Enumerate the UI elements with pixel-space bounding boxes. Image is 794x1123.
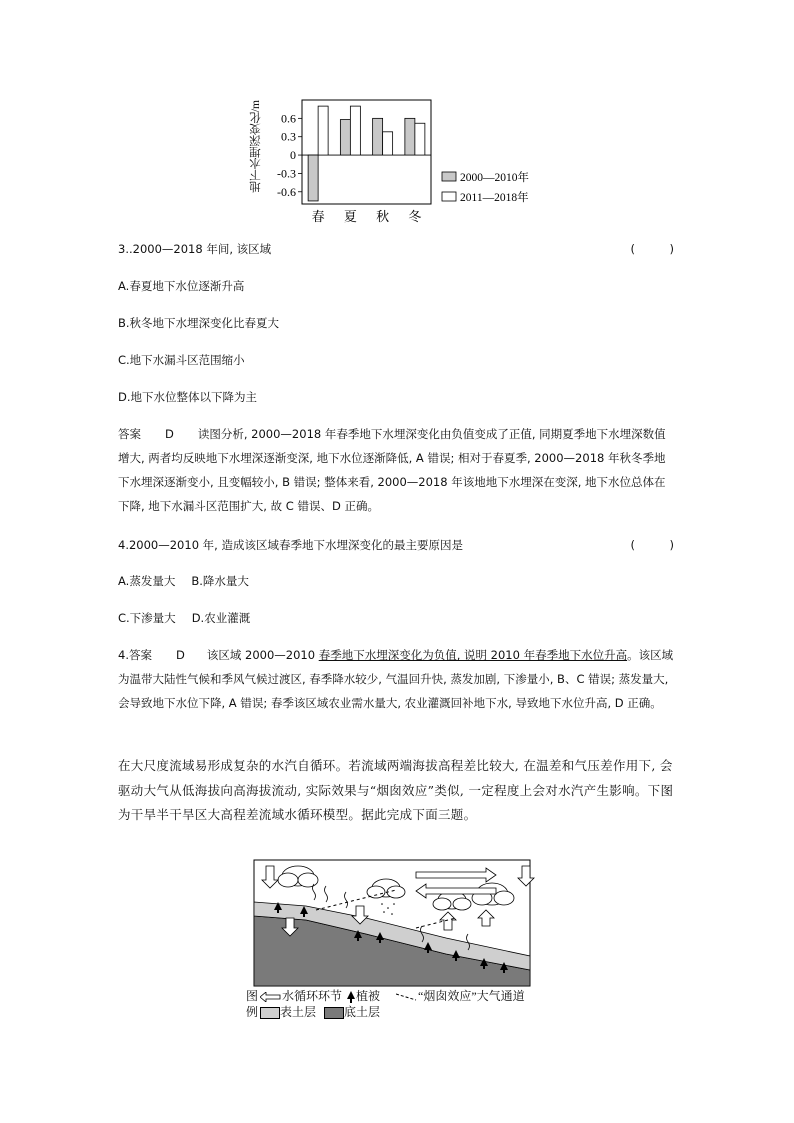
chart-plot	[250, 92, 550, 224]
y-tick-label: -0.3	[277, 166, 296, 181]
bar-2000-2010	[308, 155, 318, 201]
legend-vegetation-label: 植被	[356, 989, 381, 1003]
q4-options-ab	[118, 573, 249, 589]
bar-2011-2018	[383, 132, 393, 155]
legend-label: 2000—2010年	[460, 172, 529, 184]
subsoil-swatch-icon	[324, 1007, 344, 1019]
chart-ylabel: 地下水埋深变化/m	[250, 100, 262, 193]
legend-chimney	[396, 988, 525, 1004]
bar-2000-2010	[373, 118, 383, 155]
topsoil-swatch-icon	[260, 1007, 280, 1019]
legend-topsoil	[260, 1004, 316, 1020]
hollow-arrow-icon	[260, 992, 282, 1002]
q4-answer-post: 。该区域为温带大陆性气候和季风气候过渡区, 春季降水较少, 气温回升快, 蒸发加剧, 下渗量小, B、C 错误; 蒸发量大, 会导致地下水位下降, A 错误; 春季该区域农业需水量大, 农业灌溉回补地下水, 导致地下水位升高, D 正确。	[118, 648, 674, 710]
q3-option-b: B.秋冬地下水埋深变化比春夏大	[118, 316, 280, 330]
q3-option-c: C.地下水漏斗区范围缩小	[118, 353, 245, 367]
q3-option-a: A.春夏地下水位逐渐升高	[118, 279, 245, 293]
bar-2011-2018	[415, 123, 425, 155]
q4-answer-letter: D	[175, 648, 185, 662]
q4-option-b: B.降水量大	[191, 574, 249, 588]
legend-title-bottom: 例	[246, 1005, 259, 1019]
x-category-label: 春	[311, 209, 325, 224]
legend-title-top: 图	[246, 989, 259, 1003]
q3-answer-letter: D	[165, 427, 174, 441]
q4-answer-underlined: 春季地下水埋深变化为负值, 说明 2010 年春季地下水位升高	[318, 648, 628, 662]
q4-answer-pre: 该区域 2000—2010	[206, 648, 319, 662]
bar-2011-2018	[318, 106, 328, 155]
q3-answer-paren: ( )	[630, 242, 674, 256]
q3-option-d: D.地下水位整体以下降为主	[118, 390, 258, 404]
legend-swatch	[442, 172, 456, 181]
q4-options-cd	[118, 610, 250, 626]
q4-option-c: C.下渗量大	[118, 611, 176, 625]
reading-passage: 在大尺度流域易形成复杂的水汽自循环。若流域两端海拔高程差比较大, 在温差和气压差作用下, 会驱动大气从低海拔向高海拔流动, 实际效果与“烟囱效应”类似, 一定程度上会对水汽产生影响。下图为干旱半干旱区大高程差流域水循环模型。据此完成下面三题。	[118, 758, 674, 822]
legend-chimney-label: “烟囱效应”大气通道	[418, 989, 525, 1003]
legend-water-cycle	[260, 988, 342, 1004]
y-tick-label: 0.3	[281, 129, 296, 144]
legend-subsoil-label: 底土层	[344, 1005, 381, 1019]
diagram-legend	[246, 988, 556, 1022]
q4-option-a: A.蒸发量大	[118, 574, 176, 588]
q4-answer-paren: ( )	[630, 538, 674, 552]
q3-stem: 3..2000—2018 年间, 该区域	[118, 242, 272, 256]
tree-icon	[346, 991, 356, 1003]
x-category-label: 冬	[408, 209, 422, 224]
q4-option-d: D.农业灌溉	[191, 611, 251, 625]
q4-stem: 4.2000—2010 年, 造成该区域春季地下水埋深变化的最主要原因是	[118, 538, 463, 552]
legend-water-cycle-label: 水循环环节	[282, 989, 343, 1003]
dashed-line-icon	[396, 992, 418, 1002]
y-tick-label: 0	[290, 148, 296, 163]
q3-answer-label: 答案	[118, 427, 141, 441]
groundwater-chart	[250, 92, 550, 224]
bar-2011-2018	[350, 106, 360, 155]
q4-answer	[118, 643, 676, 715]
legend-swatch	[442, 192, 456, 201]
x-category-label: 秋	[376, 209, 390, 224]
q3-answer-text: 读图分析, 2000—2018 年春季地下水埋深变化由负值变成了正值, 同期夏季地下水埋深数值增大, 两者均反映地下水埋深逐渐变深, 地下水位逐渐降低, A 错误; 相对于春夏季, 2000—2018 年秋冬季地下水埋深逐渐变小, 且变幅较小, B 错误; 整体来看, 2000—2018 年该地地下水埋深在变深, 地下水位总体在下降, 地下水漏斗区范围扩大, 故 C 错误、D 正确。	[118, 427, 666, 513]
legend-topsoil-label: 表土层	[280, 1005, 317, 1019]
water-cycle-diagram	[246, 858, 556, 1022]
x-category-label: 夏	[343, 209, 357, 224]
y-tick-label: 0.6	[281, 111, 296, 126]
legend-subsoil	[324, 1004, 380, 1020]
legend-label: 2011—2018年	[460, 192, 529, 204]
bar-2000-2010	[405, 118, 415, 155]
legend-vegetation	[346, 988, 380, 1004]
q4-answer-label: 4.答案	[118, 648, 152, 662]
bar-2000-2010	[340, 120, 350, 155]
y-tick-label: -0.6	[277, 184, 296, 199]
q3-answer	[118, 422, 676, 518]
